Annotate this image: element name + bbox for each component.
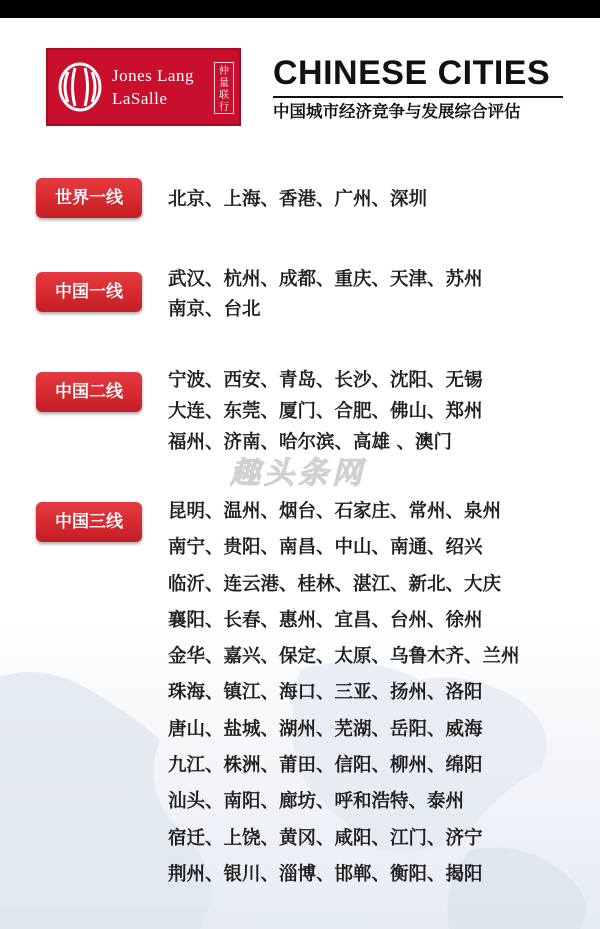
city-line: 唐山、盐城、湖州、芜湖、岳阳、威海: [168, 718, 483, 740]
tier-badge-china-second: 中国二线: [36, 372, 142, 412]
top-status-bar: [0, 0, 600, 18]
jll-chinese-seal: 仲量联行: [214, 62, 234, 114]
city-line: 昆明、温州、烟台、石家庄、常州、泉州: [168, 501, 502, 522]
city-line: 大连、东莞、厦门、合肥、佛山、郑州: [168, 401, 483, 422]
city-line: 北京、上海、香港、广州、深圳: [168, 189, 428, 210]
city-line: 襄阳、长春、惠州、宜昌、台州、徐州: [168, 609, 483, 631]
city-line: 荆州、银川、淄博、邯郸、衡阳、揭阳: [168, 863, 483, 885]
page-title: CHINESE CITIES: [273, 54, 551, 92]
jll-emblem-icon: [58, 62, 102, 112]
jll-wordmark: [112, 64, 194, 110]
city-line: 宿迁、上饶、黄冈、咸阳、江门、济宁: [168, 827, 483, 849]
city-line: 汕头、南阳、廊坊、呼和浩特、泰州: [168, 791, 465, 813]
title-divider: [273, 96, 563, 98]
jll-wordmark-line1: Jones Lang: [112, 66, 194, 85]
city-line: 临沂、连云港、桂林、湛江、新北、大庆: [168, 573, 502, 595]
city-line: 南京、台北: [168, 299, 261, 320]
tier-badge-china-first: 中国一线: [36, 272, 142, 312]
jll-wordmark-line2: LaSalle: [112, 89, 168, 108]
city-line: 珠海、镇江、海口、三亚、扬州、洛阳: [168, 682, 483, 704]
city-line: 九江、株洲、莆田、信阳、柳州、绵阳: [168, 755, 483, 777]
tier-cities-world-first: [168, 185, 588, 215]
page-subtitle: 中国城市经济竞争与发展综合评估: [273, 102, 521, 121]
tier-badge-world-first: 世界一线: [36, 178, 142, 218]
city-line: 南宁、贵阳、南昌、中山、南通、绍兴: [168, 537, 483, 559]
city-line: 宁波、西安、青岛、长沙、沈阳、无锡: [168, 370, 483, 391]
city-line: 福州、济南、哈尔滨、高雄 、澳门: [168, 432, 452, 453]
city-line: 金华、嘉兴、保定、太原、乌鲁木齐、兰州: [168, 646, 520, 668]
tier-cities-china-second: [168, 365, 588, 458]
city-line: 武汉、杭州、成都、重庆、天津、苏州: [168, 269, 483, 290]
jll-logo: [46, 48, 241, 126]
tier-badge-china-third: 中国三线: [36, 502, 142, 542]
tier-cities-china-third: [168, 494, 588, 893]
tier-cities-china-first: [168, 265, 588, 325]
watermark: 趣头条网: [230, 456, 366, 491]
